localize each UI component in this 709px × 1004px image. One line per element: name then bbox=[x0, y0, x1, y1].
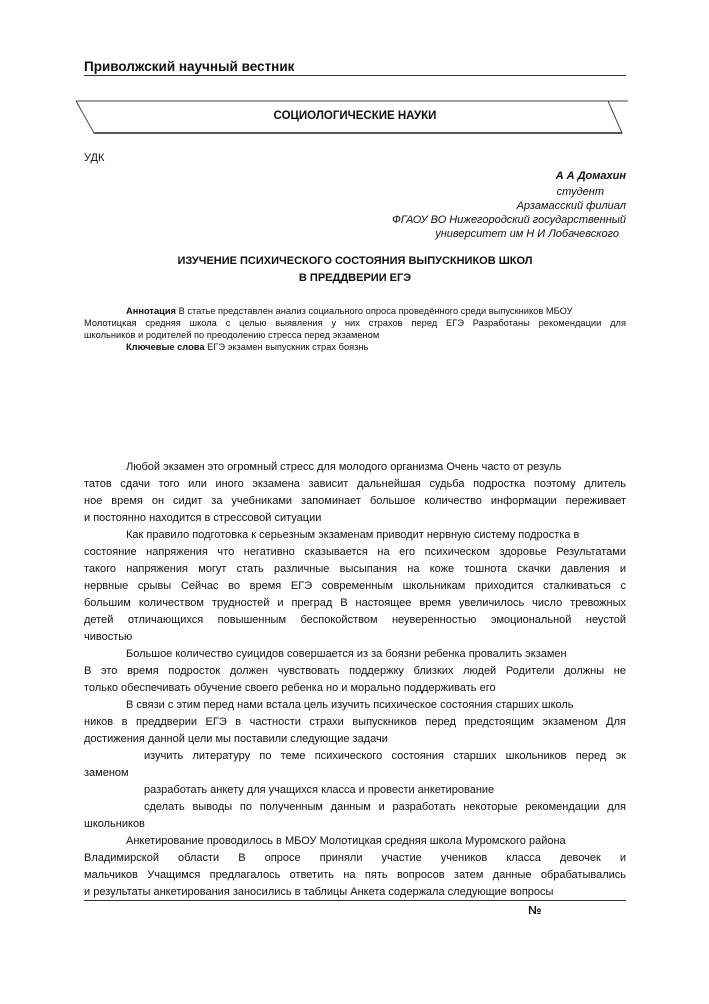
keywords-text: ЕГЭ экзамен выпускник страх боязнь bbox=[204, 342, 369, 352]
author-org-line2: университет им Н И Лобачевского bbox=[435, 228, 619, 240]
article-title-line1: ИЗУЧЕНИЕ ПСИХИЧЕСКОГО СОСТОЯНИЯ ВЫПУСКНИКОВ ШКОЛ bbox=[177, 255, 533, 267]
body-line: достижения данной цели мы поставили следующие задачи bbox=[84, 733, 388, 745]
body-line: В это время подросток должен чувствовать поддержку близких людей Родители должны не bbox=[84, 665, 626, 677]
body-line: только обеспечивать обучение своего ребенка но и морально поддерживать его bbox=[84, 682, 496, 694]
body-line: Владимирской области В опросе приняли участие учеников класса девочек и bbox=[84, 852, 626, 864]
abstract-label: Аннотация bbox=[126, 306, 176, 316]
abstract-text-3: школьников и родителей по преодолению стресса перед экзаменом bbox=[84, 330, 380, 340]
body-line: В связи с этим перед нами встала цель изучить психическое состояния старших школь bbox=[126, 699, 574, 711]
abstract-first-line bbox=[126, 306, 573, 318]
udk-label: УДК bbox=[84, 152, 105, 164]
body-line: чивостью bbox=[84, 631, 133, 643]
journal-title: Приволжский научный вестник bbox=[84, 59, 295, 74]
body-line: Анкетирование проводилось в МБОУ Молотицкая средняя школа Муромского района bbox=[126, 835, 566, 847]
body-line: Любой экзамен это огромный стресс для молодого организма Очень часто от резуль bbox=[126, 461, 562, 473]
body-line: школьников bbox=[84, 818, 145, 830]
body-line: и результаты анкетирования заносились в таблицы Анкета содержала следующие вопросы bbox=[84, 886, 554, 898]
body-line: мальчиков Учащимся предлагалось ответить на пять вопросов затем данные обрабатывались bbox=[84, 869, 626, 881]
body-line: Как правило подготовка к серьезным экзаменам приводит нервную систему подростка в bbox=[126, 529, 580, 541]
keywords-line bbox=[126, 342, 368, 354]
body-line: татов сдачи того или иного экзамена зависит дальнейшая судьба подростка поэтому длитель bbox=[84, 478, 626, 490]
author-name: А А Домахин bbox=[555, 170, 626, 182]
list-item: изучить литературу по теме психического состояния старших школьников перед эк bbox=[144, 750, 626, 762]
header-rule bbox=[84, 75, 626, 76]
footer-rule bbox=[84, 900, 626, 901]
author-position: студент bbox=[556, 186, 604, 198]
section-title: СОЦИОЛОГИЧЕСКИЕ НАУКИ bbox=[273, 110, 437, 122]
list-item: сделать выводы по полученным данным и разработать некоторые рекомендации для bbox=[144, 801, 626, 813]
body-line: такого напряжения могут стать различные высыпания на коже тошнота скачки давления и bbox=[84, 563, 626, 575]
author-branch: Арзамасский филиал bbox=[516, 200, 626, 212]
keywords-label: Ключевые слова bbox=[126, 342, 205, 352]
body-line: нервные срывы Сейчас во время ЕГЭ современным школьникам приходится сталкиваться с bbox=[84, 580, 626, 592]
body-line: состояние напряжения что негативно сказывается на его психическом здоровье Результатами bbox=[84, 546, 626, 558]
body-line: ное время он сидит за учебниками запоминает большое количество информации переживает bbox=[84, 495, 626, 507]
body-line: ников в преддверии ЕГЭ в частности страхи выпускников перед предстоящим экзаменом Для bbox=[84, 716, 626, 728]
abstract-text-1: В статье представлен анализ социального опроса проведённого среди выпускников МБОУ bbox=[175, 306, 573, 316]
abstract-text-2: Молотицкая средняя школа с целью выявления у них страхов перед ЕГЭ Разработаны рекомендации для bbox=[84, 318, 626, 328]
body-line: детей отличающихся повышенным беспокойством неуверенностью эмоциональной неустой bbox=[84, 614, 626, 626]
author-org-line1: ФГАОУ ВО Нижегородский государственный bbox=[392, 214, 626, 226]
article-title-line2: В ПРЕДДВЕРИИ ЕГЭ bbox=[298, 272, 412, 284]
body-line: заменом bbox=[84, 767, 129, 779]
body-line: большим количеством трудностей и преград В настоящее время увеличилось число тревожных bbox=[84, 597, 626, 609]
list-item: разработать анкету для учащихся класса и провести анкетирование bbox=[144, 784, 495, 796]
issue-number-sign: № bbox=[528, 903, 542, 917]
body-line: Большое количество суицидов совершается из за боязни ребенка провалить экзамен bbox=[126, 648, 567, 660]
body-line: и постоянно находится в стрессовой ситуации bbox=[84, 512, 322, 524]
